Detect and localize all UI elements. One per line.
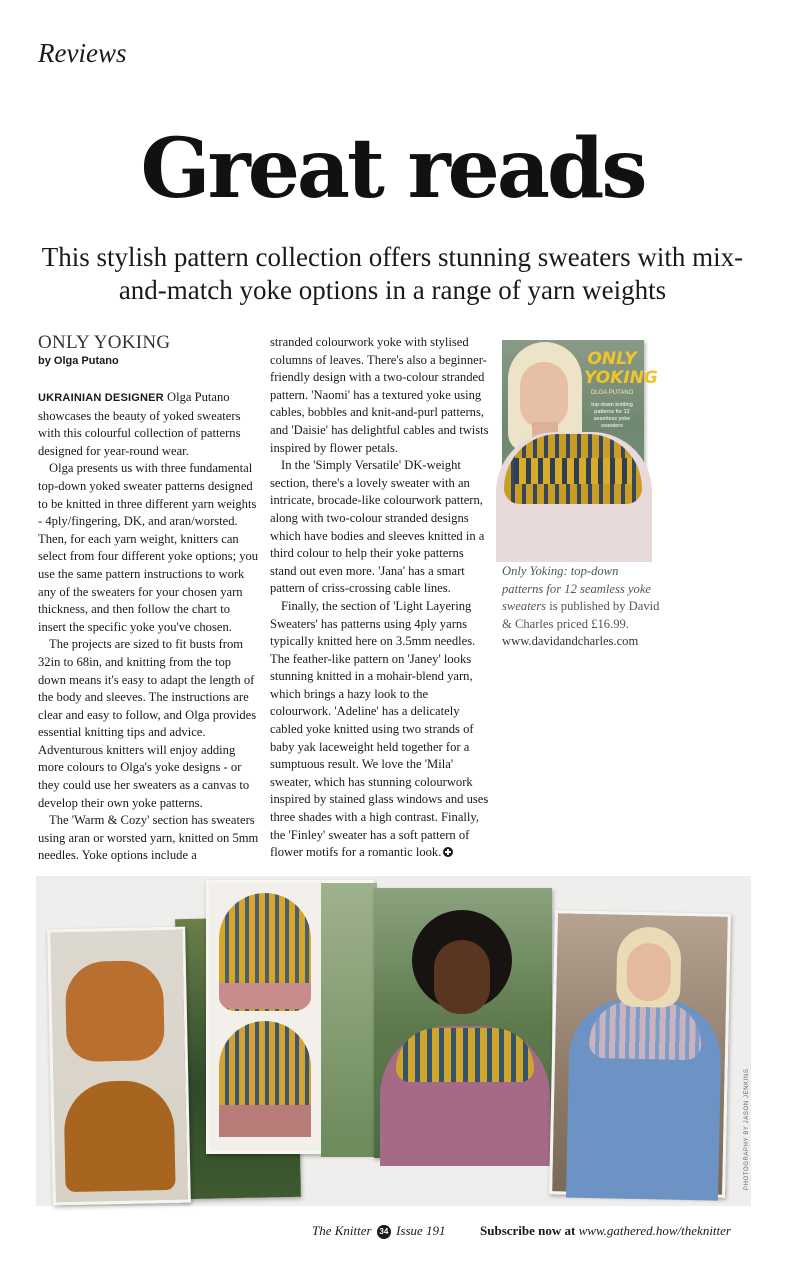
photo-model-pink-sweater bbox=[374, 888, 552, 1158]
section-label: Reviews bbox=[38, 38, 127, 68]
paragraph-1 bbox=[38, 389, 260, 460]
paragraph-1-text: Olga Putano showcases the beauty of yoked sweaters with this colourful collection of patterns designed for year-round wear. bbox=[38, 390, 241, 458]
paragraph-4: The 'Warm & Cozy' section has sweaters using aran or worsted yarn, knitted on 5mm needles. Yoke options include a bbox=[38, 813, 259, 863]
cover-caption bbox=[502, 563, 662, 651]
magazine-name: The Knitter bbox=[312, 1223, 372, 1238]
paragraph-6: In the 'Simply Versatile' DK-weight section, there's a lovely sweater with an intricate, brocade-like colourwork pattern, along with two-colour stranded designs which have bodies and sleeves knitted in a third colour to help their yoke patterns stand out even more. 'Jana' has a smart pattern of criss-crossing cable lines. bbox=[270, 458, 485, 596]
subscribe-label: Subscribe now at bbox=[480, 1223, 576, 1238]
end-mark-icon bbox=[443, 847, 453, 857]
photo-brown-sweater-pages bbox=[47, 927, 191, 1206]
photo-credit: PHOTOGRAPHY BY JASON JENKINS bbox=[744, 1068, 750, 1190]
cover-title-line-2: YOKING bbox=[584, 368, 658, 388]
caption-title: Only Yoking: top-down patterns for 12 seamless yoke sweaters bbox=[502, 564, 652, 614]
headline: Great reads bbox=[140, 121, 645, 217]
lead-in: UKRAINIAN DESIGNER bbox=[38, 392, 164, 404]
paragraph-2: Olga presents us with three fundamental top-down yoked sweater patterns designed to be knitted in three different yarn weights - 4ply/fingering, DK, and aran/worsted. Then, for each yarn weight, knitters can select from four different yoke options; you use the same pattern instructions to work any of the sweaters for your chosen yarn thickness, and then follow the chart to insert the specific yoke you've chosen. bbox=[38, 461, 259, 634]
body-column-1 bbox=[38, 389, 260, 865]
cover-subtitle: top-down knitting patterns for 12 seamless yoke sweaters bbox=[591, 402, 633, 429]
body-column-2 bbox=[270, 334, 492, 862]
book-title: ONLY YOKING bbox=[38, 332, 171, 353]
photo-model-blue-sweater bbox=[549, 910, 731, 1198]
footer-magazine-info bbox=[312, 1223, 446, 1239]
cover-title bbox=[584, 349, 658, 388]
page-number: 34 bbox=[377, 1225, 391, 1239]
paragraph-3: The projects are sized to fit busts from 32in to 68in, and knitting from the top down means it's easy to adapt the length of the body and sleeves. The instructions are clear and easy to follow, and Olga provides essential knitting tips and advice. Adventurous knitters will enjoy adding more colours to Olga's yoke designs - or they could use her sweaters as a canvas to develop their own yoke patterns. bbox=[38, 637, 257, 810]
photo-yoke-details bbox=[206, 880, 374, 1154]
caption-text: is published by David & Charles priced £16.99. bbox=[502, 599, 660, 631]
standfirst: This stylish pattern collection offers stunning sweaters with mix-and-match yoke options in a range of yarn weights bbox=[41, 242, 744, 305]
paragraph-5: stranded colourwork yoke with stylised columns of leaves. There's also a beginner-friendly design with a two-colour stranded pattern. 'Naomi' has a textured yoke using cables, bobbles and knit-and-purl patterns, and 'Daisie' has delightful cables and twists inspired by flower petals. bbox=[270, 335, 489, 455]
subscribe-link[interactable]: www.gathered.how/theknitter bbox=[578, 1223, 731, 1238]
book-author: by Olga Putano bbox=[38, 355, 119, 367]
paragraph-7-text: Finally, the section of 'Light Layering Sweaters' has patterns using 4ply yarns typically knitted here on 3.5mm needles. The feather-like pattern on 'Janey' looks stunning knitted in a mohair-blend yarn, which brings a hazy look to the colourwork. 'Adeline' has a delicately cabled yoke knitted using two strands of baby yak laceweight held together for a sumptuous result. We love the 'Mila' sweater, which has stunning colourwork inspired by stained glass windows and uses three shades with a high contrast. Finally, the 'Finley' sweater has a soft pattern of flower motifs for a romantic look. bbox=[270, 598, 489, 860]
issue-number: Issue 191 bbox=[396, 1223, 446, 1238]
footer-subscribe bbox=[480, 1223, 731, 1239]
cover-title-line-1: ONLY bbox=[587, 349, 637, 369]
publisher-link[interactable]: www.davidandcharles.com bbox=[502, 634, 639, 649]
paragraph-7 bbox=[270, 598, 492, 862]
cover-author: OLGA PUTANO bbox=[590, 390, 634, 396]
book-cover-image bbox=[502, 340, 658, 553]
